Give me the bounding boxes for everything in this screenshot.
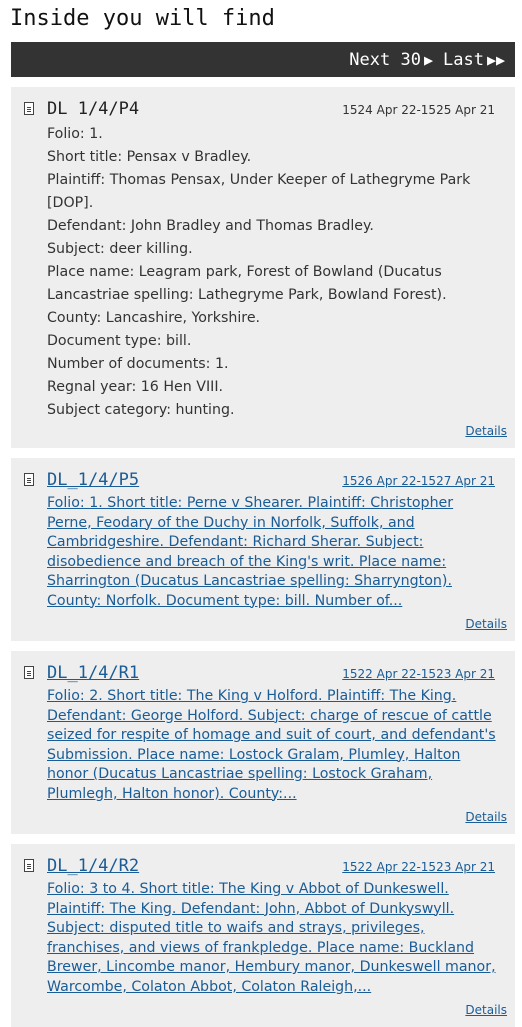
field-short-title: Short title: Pensax v Bradley.: [47, 149, 252, 165]
record-reference-link[interactable]: DL_1/4/R1: [47, 663, 140, 683]
document-icon: [24, 666, 34, 679]
record-dates: 1524 Apr 22-1525 Apr 21: [342, 103, 495, 117]
last-label: Last: [442, 49, 484, 70]
field-subject-category: Subject category: hunting.: [47, 402, 235, 418]
document-icon: [24, 473, 34, 486]
field-number-of-documents: Number of documents: 1.: [47, 356, 229, 372]
field-plaintiff: Plaintiff: Thomas Pensax, Under Keeper of Lathegryme Park [DOP].: [47, 172, 471, 211]
record-reference: DL 1/4/P4: [47, 99, 140, 119]
record-summary-link[interactable]: Folio: 3 to 4. Short title: The King v Abbot of Dunkeswell. Plaintiff: The King. Defendant: John, Abbot of Dunkyswyll. Subject: disputed title to waifs and strays, privileges, franchises, and views of frankpledge. Place name: Buckland Brewer, Lincombe manor, Hembury manor, Dunkeswell manor, Warcombe, Colaton Abbot, Colaton Raleigh,...: [47, 881, 496, 995]
field-defendant: Defendant: John Bradley and Thomas Bradley.: [47, 218, 374, 234]
results-list: [11, 42, 515, 1027]
record-item: [11, 458, 515, 641]
document-icon: [24, 102, 34, 115]
next-label: Next 30: [349, 49, 421, 70]
fast-forward-icon: ▶▶: [486, 50, 505, 69]
next-30-link[interactable]: [349, 50, 433, 70]
field-place-name: Place name: Leagram park, Forest of Bowland (Ducatus Lancastriae spelling: Lathegryme Park, Bowland Forest).: [47, 264, 447, 303]
page-title: Inside you will find: [10, 6, 275, 31]
record-item: [11, 87, 515, 448]
pagination-bar: [11, 42, 515, 77]
play-icon: ▶: [423, 50, 433, 69]
details-link[interactable]: Details: [465, 424, 507, 438]
document-icon: [24, 859, 34, 872]
record-reference-link[interactable]: DL_1/4/P5: [47, 470, 140, 490]
field-folio: Folio: 1.: [47, 126, 103, 142]
record-reference-link[interactable]: DL_1/4/R2: [47, 856, 140, 876]
last-link[interactable]: [443, 50, 505, 70]
field-regnal-year: Regnal year: 16 Hen VIII.: [47, 379, 224, 395]
field-document-type: Document type: bill.: [47, 333, 192, 349]
field-county: County: Lancashire, Yorkshire.: [47, 310, 261, 326]
record-dates-link[interactable]: 1522 Apr 22-1523 Apr 21: [342, 860, 495, 874]
details-link[interactable]: Details: [465, 1003, 507, 1017]
record-dates-link[interactable]: 1522 Apr 22-1523 Apr 21: [342, 667, 495, 681]
details-link[interactable]: Details: [465, 810, 507, 824]
field-subject: Subject: deer killing.: [47, 241, 193, 257]
details-link[interactable]: Details: [465, 617, 507, 631]
record-summary-link[interactable]: Folio: 1. Short title: Perne v Shearer. Plaintiff: Christopher Perne, Feodary of the Duchy in Norfolk, Suffolk, and Cambridgeshire. Defendant: Richard Sherar. Subject: disobedience and breach of the King's writ. Place name: Sharrington (Ducatus Lancastriae spelling: Sharryngton). County: Norfolk. Document type: bill. Number of...: [47, 495, 454, 609]
record-item: [11, 651, 515, 834]
record-summary-link[interactable]: Folio: 2. Short title: The King v Holford. Plaintiff: The King. Defendant: George Holford. Subject: charge of rescue of cattle seized for respite of homage and suit of court, and defendant's Submission. Place name: Lostock Gralam, Plumley, Halton honor (Ducatus Lancastriae spelling: Lostock Graham, Plumlegh, Halton honor). County:...: [47, 688, 496, 802]
record-dates-link[interactable]: 1526 Apr 22-1527 Apr 21: [342, 474, 495, 488]
